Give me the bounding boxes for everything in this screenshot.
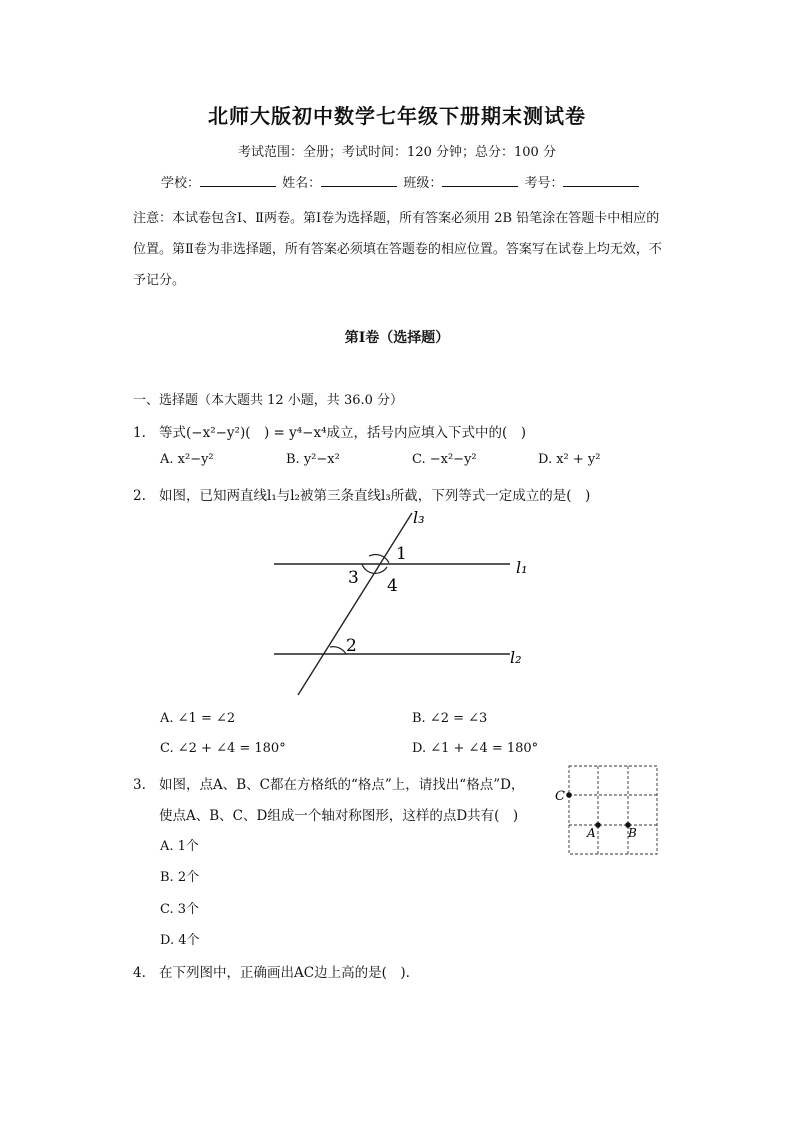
label-l1: l₁ (516, 558, 528, 577)
question-number: 1. (133, 425, 146, 441)
label-angle-2: 2 (346, 636, 357, 656)
parallel-lines-figure (260, 505, 540, 700)
question-number: 3. (133, 777, 146, 793)
line-l3 (298, 513, 412, 695)
label-b: B (628, 826, 637, 840)
question-text: 如图，已知两直线l₁与l₂被第三条直线l₃所截，下列等式一定成立的是( ) (159, 488, 591, 504)
grid-paper-figure (552, 762, 662, 858)
label-angle-3: 3 (348, 568, 359, 588)
notice-text: 注意：本试卷包含Ⅰ、Ⅱ两卷。第Ⅰ卷为选择题，所有答案必须用 2B 铅笔涂在答题卡中相应的位置。第Ⅱ卷为非选择题，所有答案必须填在答题卷的相应位置。答案写在试卷上均无效，不予记分。 (133, 211, 662, 288)
question-text: 等式(−x²−y²)( ) = y⁴−x⁴成立，括号内应填入下式中的( ) (159, 425, 527, 441)
field-name-label: 姓名： (282, 176, 322, 191)
q1-option-d[interactable]: D. x² + y² (538, 452, 601, 467)
field-class-label: 班级： (403, 176, 443, 191)
page-title: 北师大版初中数学七年级下册期末测试卷 (208, 104, 586, 128)
field-id-blank[interactable] (563, 174, 639, 187)
label-angle-4: 4 (387, 576, 398, 596)
q2-option-a[interactable]: A. ∠1 = ∠2 (160, 711, 236, 726)
q3-option-c[interactable]: C. 3个 (160, 902, 200, 917)
q2-option-c[interactable]: C. ∠2 + ∠4 = 180° (160, 741, 286, 756)
label-c: C (555, 789, 565, 804)
question-text: 在下列图中，正确画出AC边上高的是( ). (159, 965, 410, 981)
question-4 (133, 961, 410, 981)
question-3-line2: 使点A、B、C、D组成一个轴对称图形，这样的点D共有( ) (159, 808, 519, 824)
question-2 (133, 484, 590, 504)
student-info-fields (161, 172, 641, 191)
question-number: 2. (133, 488, 146, 504)
point-a (595, 822, 601, 828)
question-text-line1: 如图，点A、B、C都在方格纸的“格点”上，请找出“格点”D， (159, 777, 525, 793)
q1-option-c[interactable]: C. −x²−y² (412, 452, 477, 467)
label-l2: l₂ (510, 648, 522, 667)
q2-option-b[interactable]: B. ∠2 = ∠3 (412, 711, 488, 726)
section-heading: 一、选择题（本大题共 12 小题，共 36.0 分） (133, 393, 404, 408)
q1-option-a[interactable]: A. x²−y² (160, 452, 214, 467)
label-angle-1: 1 (396, 544, 407, 564)
question-number: 4. (133, 965, 146, 981)
dashed-grid (569, 766, 657, 854)
field-name-blank[interactable] (321, 174, 397, 187)
field-school-blank[interactable] (200, 174, 276, 187)
q2-option-d[interactable]: D. ∠1 + ∠4 = 180° (412, 741, 539, 756)
field-id-label: 考号： (524, 176, 564, 191)
question-1 (133, 421, 526, 441)
exam-info: 考试范围：全册；考试时间：120 分钟；总分：100 分 (238, 145, 556, 160)
question-3 (133, 773, 524, 793)
label-a: A (587, 826, 596, 840)
point-c (566, 792, 572, 798)
q3-option-d[interactable]: D. 4个 (160, 933, 200, 948)
q3-option-a[interactable]: A. 1个 (160, 839, 199, 854)
q3-option-b[interactable]: B. 2个 (160, 870, 200, 885)
field-school-label: 学校： (161, 176, 201, 191)
angle-2-arc (330, 647, 346, 654)
part-title: 第Ⅰ卷（选择题） (344, 330, 450, 346)
q1-option-b[interactable]: B. y²−x² (286, 452, 340, 467)
label-l3: l₃ (413, 508, 425, 527)
field-class-blank[interactable] (442, 174, 518, 187)
